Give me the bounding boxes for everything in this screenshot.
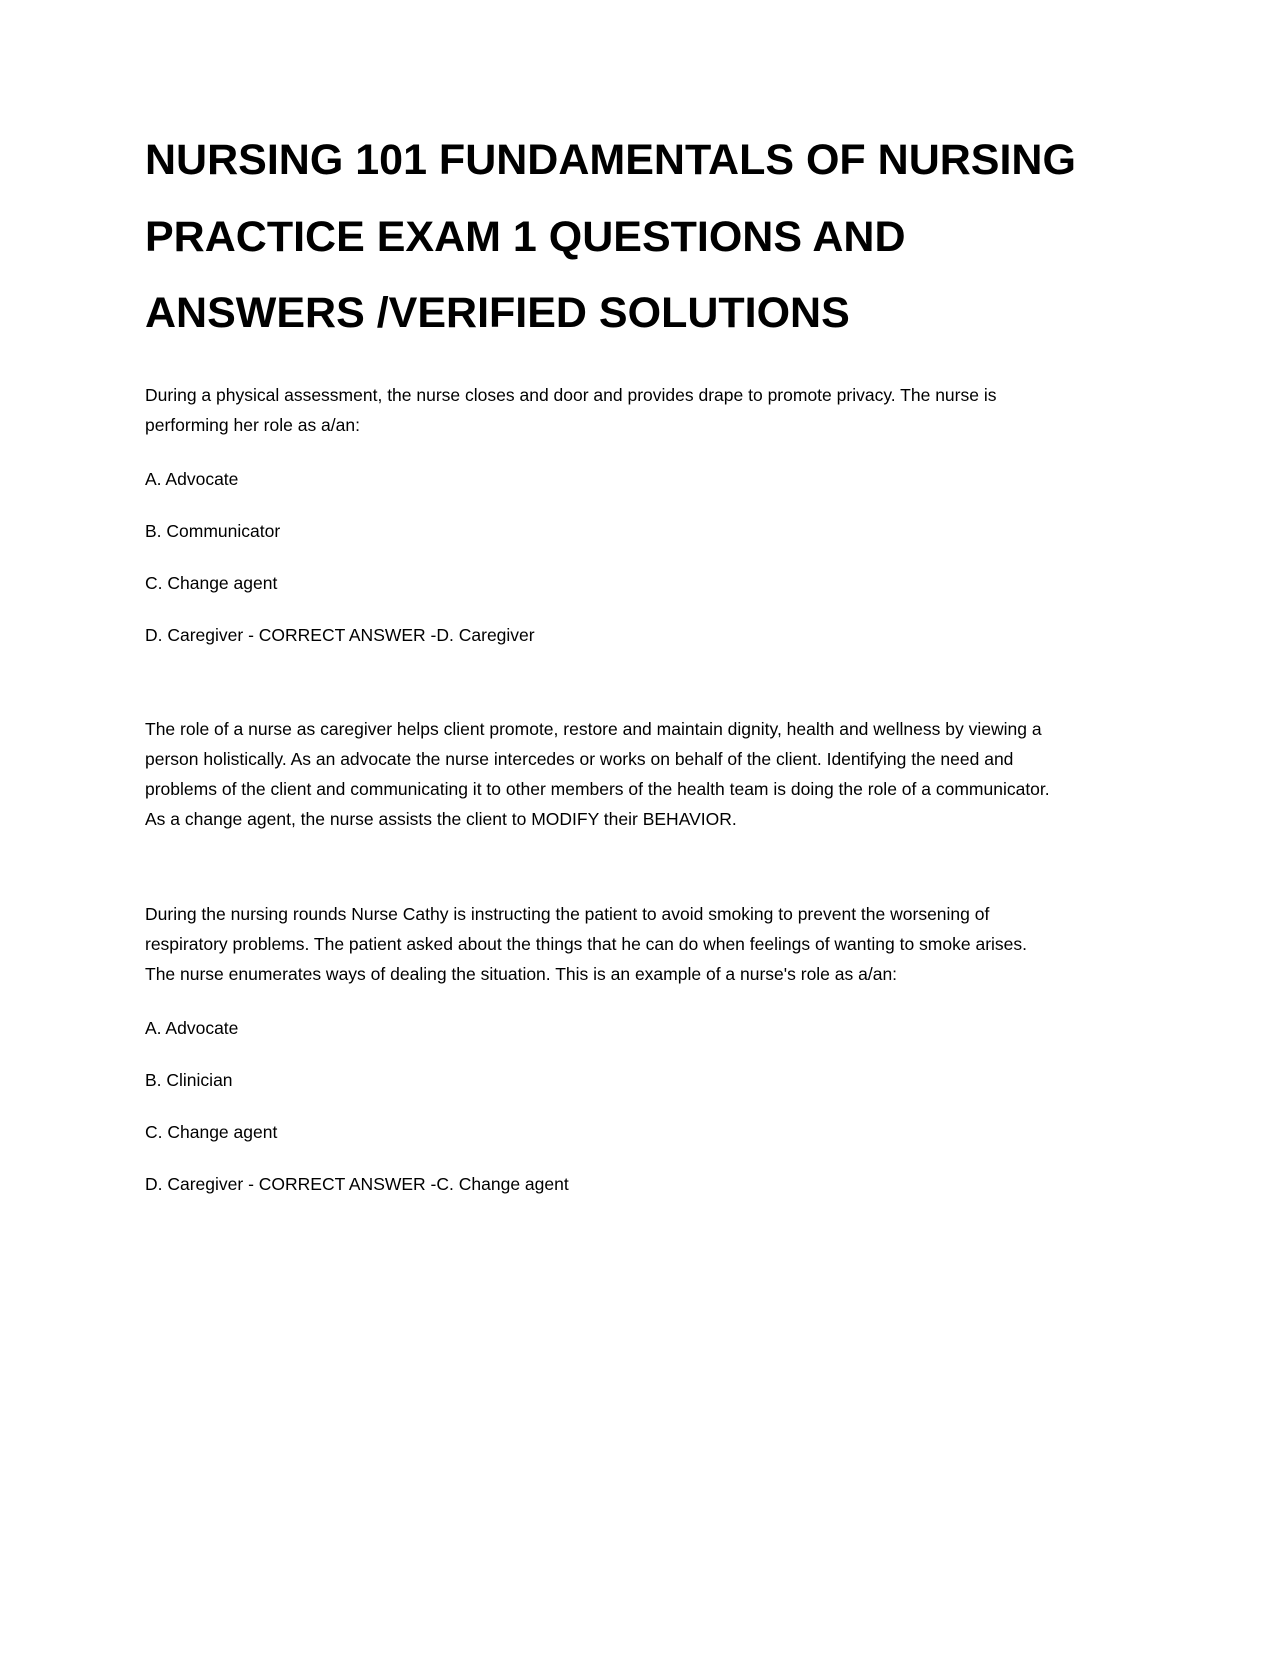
question-1-option-d-correct-answer: D. Caregiver - CORRECT ANSWER -D. Caregiver	[145, 625, 535, 646]
question-1-option-a: A. Advocate	[145, 468, 239, 489]
question-1-option-b: B. Communicator	[145, 520, 281, 541]
question-2-option-d-correct-answer: D. Caregiver - CORRECT ANSWER -C. Change agent	[145, 1174, 569, 1195]
question-2-option-c: C. Change agent	[145, 1122, 278, 1142]
question-block-2	[145, 899, 1130, 1200]
question-2-stem: During the nursing rounds Nurse Cathy is instructing the patient to avoid smoking to prevent the worsening of respiratory problems. The patient asked about the things that he can do when feelings of wanting to smoke arises. The nurse enumerates ways of dealing the situation. This is an example of a nurse's role as a/an:	[145, 903, 1027, 984]
question-1-option-c: C. Change agent	[145, 572, 278, 593]
question-block-1	[145, 380, 1130, 835]
question-1-stem: During a physical assessment, the nurse closes and door and provides drape to promote privacy. The nurse is performing her role as a/an:	[145, 384, 997, 435]
question-2-option-a: A. Advocate	[145, 1017, 239, 1038]
document-title: NURSING 101 FUNDAMENTALS OF NURSING PRACTICE EXAM 1 QUESTIONS AND ANSWERS /VERIFIED SOLUTIONS	[145, 136, 1076, 338]
question-2-option-b: B. Clinician	[145, 1069, 233, 1090]
question-1-explanation: The role of a nurse as caregiver helps client promote, restore and maintain dignity, health and wellness by viewing a person holistically. As an advocate the nurse intercedes or works on behalf of the client. Identifying the need and problems of the client and communicating it to other members of the health team is doing the role of a communicator. As a change agent, the nurse assists the client to MODIFY their BEHAVIOR.	[145, 719, 1050, 830]
